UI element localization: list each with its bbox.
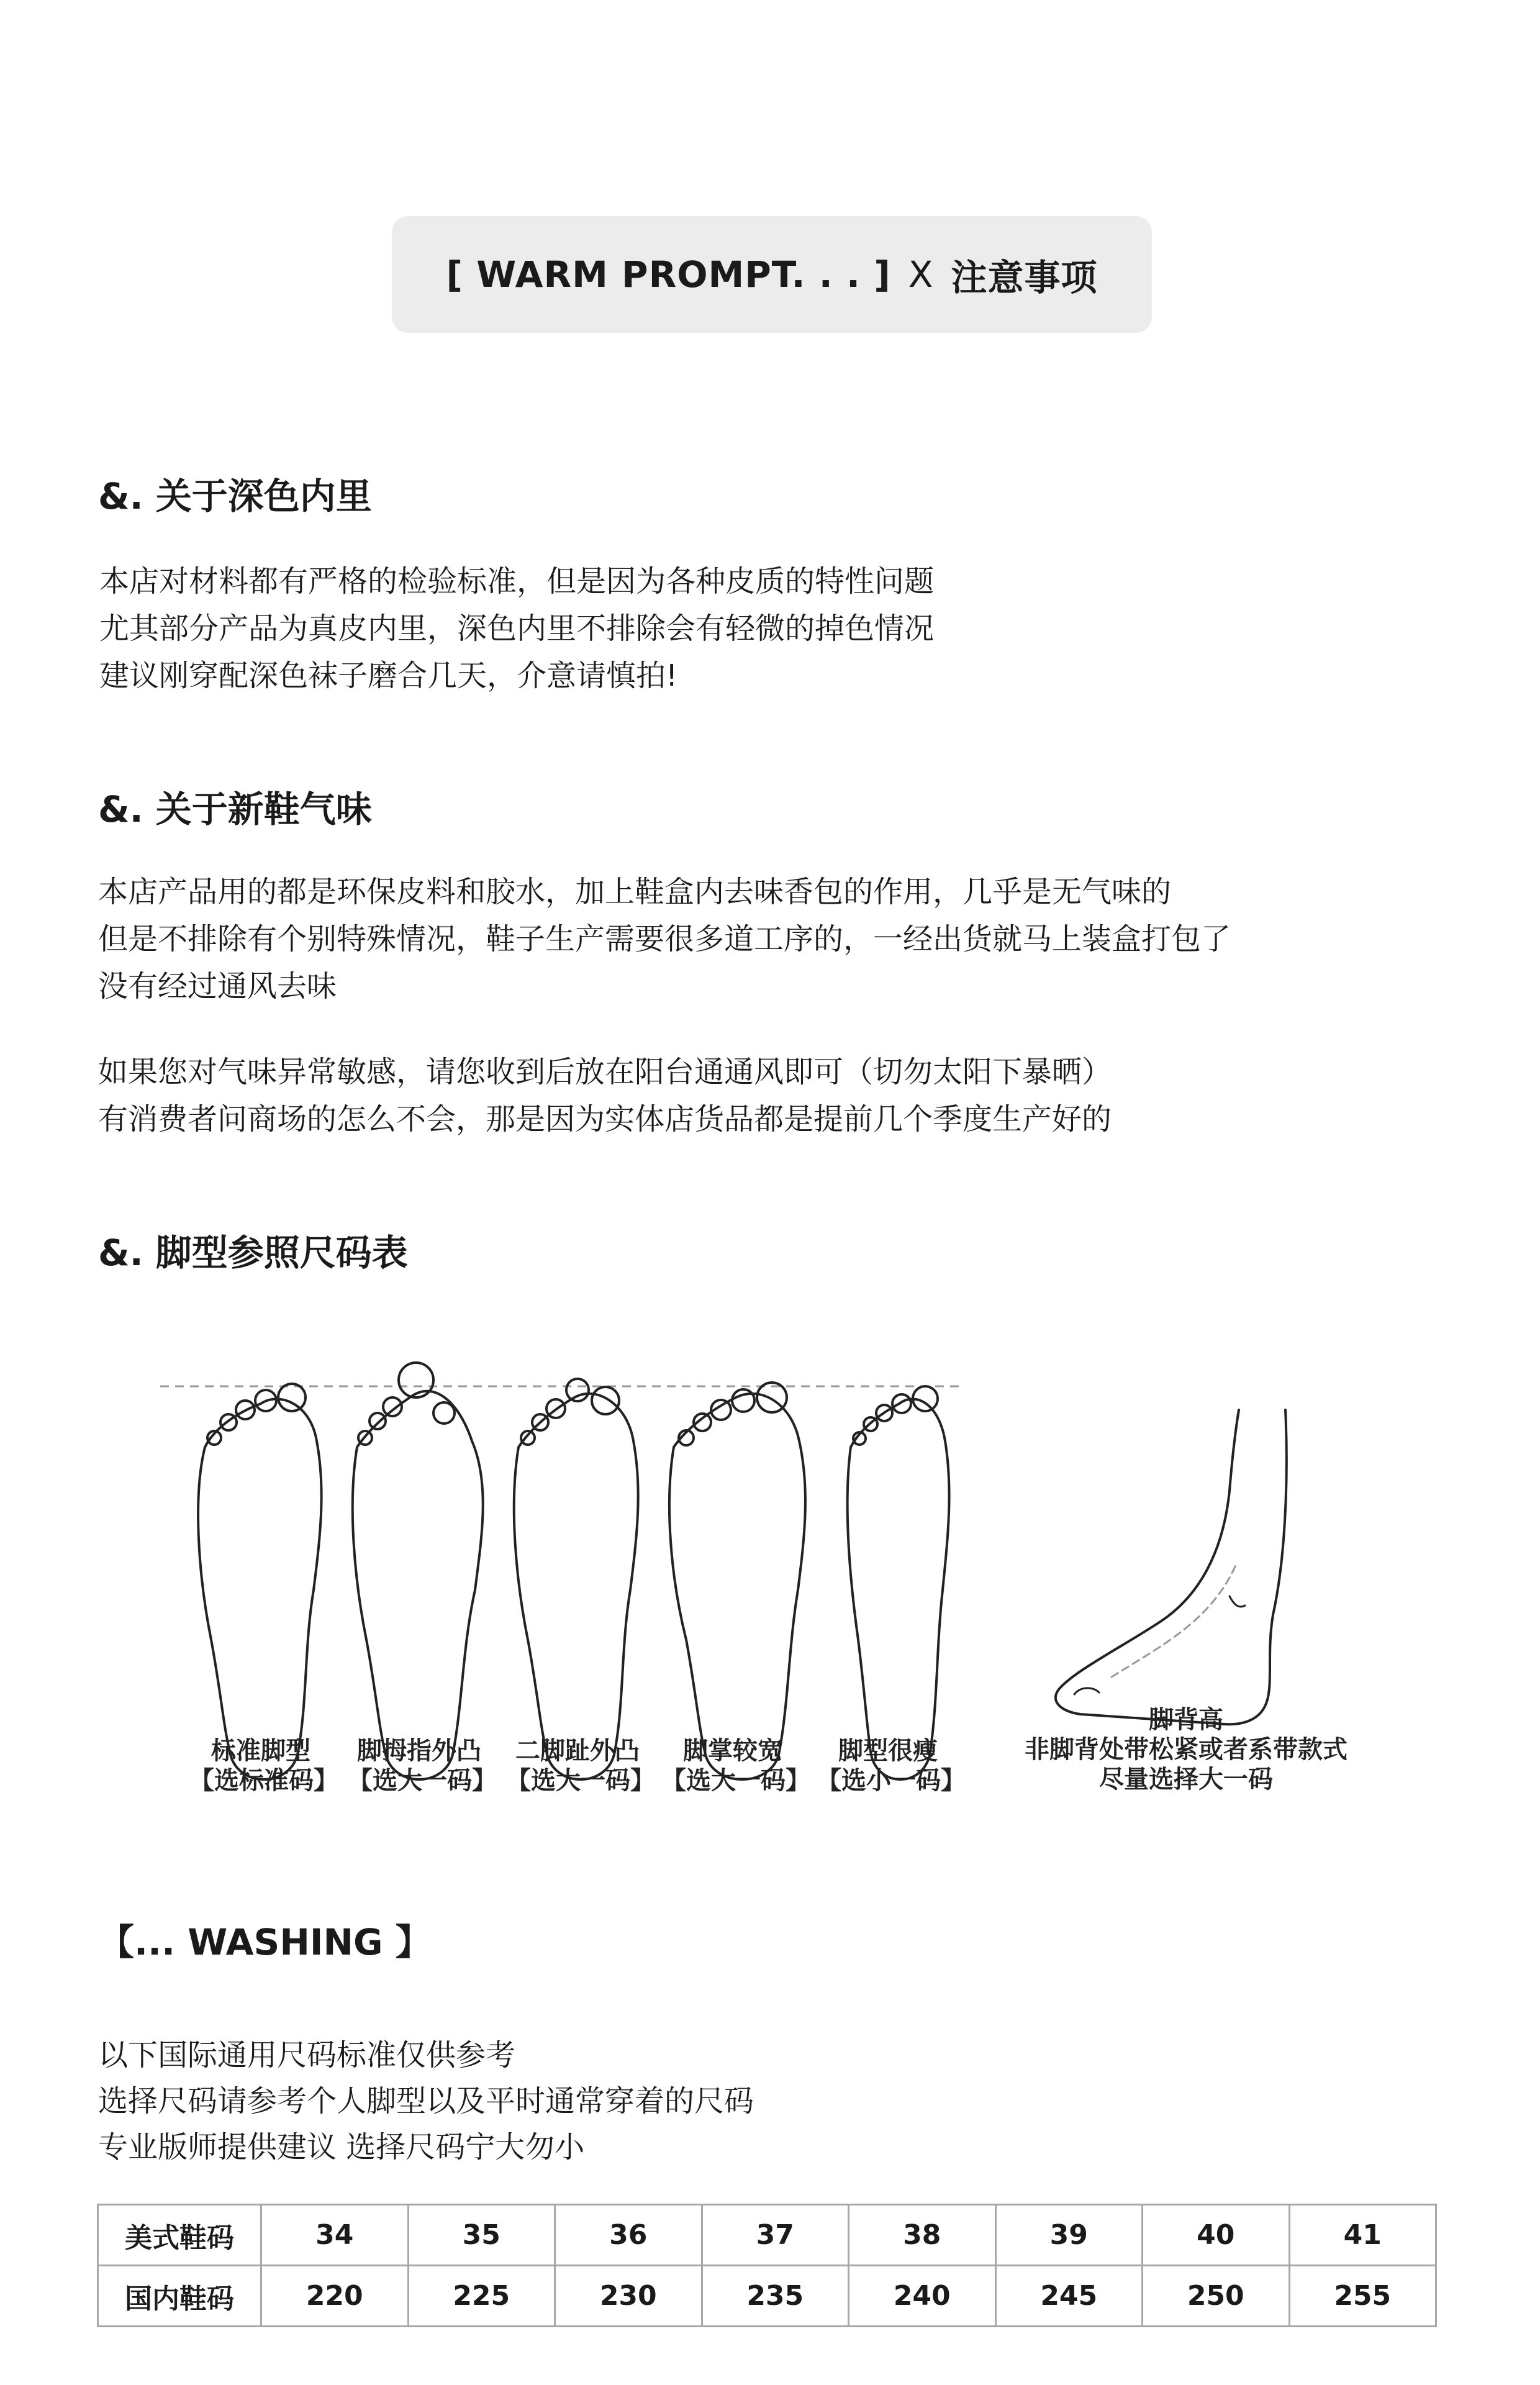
foot-type-name: 二脚趾外凸 <box>515 1737 640 1765</box>
foot-second-toe-icon <box>514 1379 638 1779</box>
text-line: 以下国际通用尺码标准仅供参考 <box>98 2038 516 2073</box>
row-label: 国内鞋码 <box>98 2266 261 2327</box>
table-cell: 34 <box>261 2205 409 2266</box>
foot-type-advice: 【选小一码】 <box>817 1766 966 1795</box>
text-line: 选择尺码请参考个人脚型以及平时通常穿着的尺码 <box>98 2084 754 2119</box>
foot-wide-icon <box>669 1383 805 1779</box>
table-cell: 41 <box>1289 2205 1436 2266</box>
foot-type-advice: 【选大一码】 <box>661 1766 810 1795</box>
washing-heading: 【... WASHING 】 <box>98 1921 432 1963</box>
section-text-dark-lining <box>99 558 934 699</box>
foot-type-advice: 【选标准码】 <box>189 1766 338 1795</box>
row-label: 美式鞋码 <box>98 2205 261 2266</box>
foot-type-advice: 【选大一码】 <box>506 1766 655 1795</box>
foot-type-name: 标准脚型 <box>211 1737 310 1765</box>
instep-name: 脚背高 <box>1149 1706 1223 1734</box>
table-row <box>98 2205 1436 2266</box>
foot-type-advice: 【选大一码】 <box>348 1766 497 1795</box>
foot-type-name: 脚掌较宽 <box>683 1737 782 1765</box>
section-heading-new-shoe-smell: &. 关于新鞋气味 <box>98 788 372 830</box>
caption-bunion-foot <box>348 1736 497 1796</box>
size-table <box>97 2204 1437 2327</box>
foot-bunion-icon <box>353 1363 483 1779</box>
foot-standard-icon <box>198 1384 322 1779</box>
text-line: 专业版师提供建议 选择尺码宁大勿小 <box>98 2130 585 2165</box>
caption-narrow-foot <box>817 1736 966 1796</box>
section-text-smell-advice <box>98 1048 1112 1143</box>
table-cell: 37 <box>702 2205 849 2266</box>
table-cell: 220 <box>261 2266 409 2327</box>
text-line: 本店对材料都有严格的检验标准，但是因为各种皮质的特性问题 <box>99 564 935 599</box>
table-row <box>98 2266 1436 2327</box>
text-line: 本店产品用的都是环保皮料和胶水，加上鞋盒内去味香包的作用，几乎是无气味的 <box>98 874 1172 909</box>
table-cell: 225 <box>408 2266 555 2327</box>
text-line: 但是不排除有个别特殊情况，鞋子生产需要很多道工序的，一经出货就马上装盒打包了 <box>98 922 1231 956</box>
table-cell: 35 <box>408 2205 555 2266</box>
washing-text <box>98 2032 754 2170</box>
section-heading-foot-type-chart: &. 脚型参照尺码表 <box>98 1232 408 1274</box>
text-line: 建议刚穿配深色袜子磨合几天，介意请慎拍! <box>99 658 678 693</box>
table-cell: 250 <box>1143 2266 1290 2327</box>
caption-second-toe-foot <box>506 1736 655 1796</box>
table-cell: 39 <box>995 2205 1143 2266</box>
foot-narrow-icon <box>848 1386 949 1779</box>
title-english: [ WARM PROMPT. . . ] <box>446 253 891 296</box>
foot-type-name: 脚拇指外凸 <box>357 1737 481 1765</box>
table-cell: 245 <box>995 2266 1143 2327</box>
caption-wide-foot <box>661 1736 810 1796</box>
table-cell: 255 <box>1289 2266 1436 2327</box>
table-cell: 36 <box>555 2205 702 2266</box>
caption-high-instep <box>994 1705 1379 1794</box>
table-cell: 38 <box>849 2205 996 2266</box>
section-heading-dark-lining: &. 关于深色内里 <box>98 475 372 517</box>
text-line: 没有经过通风去味 <box>98 969 337 1004</box>
table-cell: 240 <box>849 2266 996 2327</box>
caption-standard-foot <box>189 1736 338 1796</box>
foot-high-instep-icon <box>1056 1410 1287 1724</box>
text-line: 如果您对气味异常敏感，请您收到后放在阳台通通风即可（切勿太阳下暴晒） <box>98 1055 1112 1089</box>
section-text-new-shoe-smell <box>98 868 1231 1010</box>
instep-line2: 尽量选择大一码 <box>1099 1765 1273 1794</box>
title-separator: X <box>908 253 934 296</box>
title-banner <box>392 216 1152 333</box>
instep-line1: 非脚背处带松紧或者系带款式 <box>1025 1735 1348 1764</box>
text-line: 尤其部分产品为真皮内里，深色内里不排除会有轻微的掉色情况 <box>99 611 935 646</box>
foot-type-name: 脚型很瘦 <box>838 1737 938 1765</box>
table-cell: 40 <box>1143 2205 1290 2266</box>
text-line: 有消费者问商场的怎么不会，那是因为实体店货品都是提前几个季度生产好的 <box>98 1102 1112 1137</box>
table-cell: 235 <box>702 2266 849 2327</box>
title-chinese: 注意事项 <box>951 257 1098 299</box>
table-cell: 230 <box>555 2266 702 2327</box>
